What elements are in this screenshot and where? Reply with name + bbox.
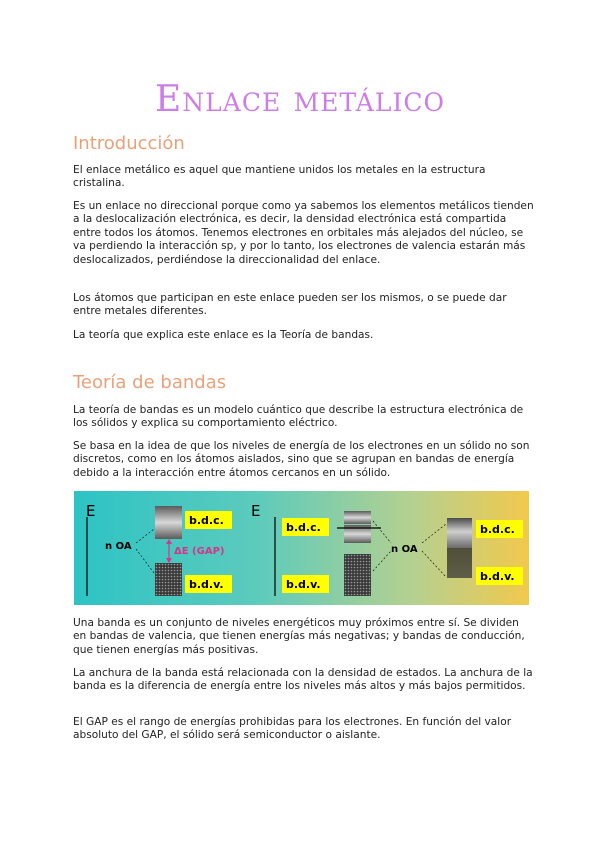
page-title: Enlace metálico — [155, 79, 445, 120]
conduction-band — [344, 511, 371, 524]
conduction-band — [447, 518, 472, 548]
paragraph: El GAP es el rango de energías prohibidas para los electrones. En función del valor absoluto del GAP, el sólido será semiconductor o aislante. — [73, 716, 512, 742]
paragraph: El enlace metálico es aquel que mantiene unidos los metales en la estructura cristalina. — [73, 164, 486, 190]
noa-label: n OA — [391, 544, 418, 555]
bdc-label: b.d.c. — [286, 521, 321, 534]
band-diagram-figure — [74, 491, 529, 605]
paragraph: Los átomos que participan en este enlace pueden ser los mismos, o se puede dar entre metales diferentes. — [73, 292, 507, 318]
valence-band — [344, 554, 371, 596]
gap-arrow-head — [166, 539, 172, 544]
band-diagram-svg — [74, 491, 529, 605]
gap-label: ΔE (GAP) — [174, 546, 225, 557]
section-heading-introduccion: Introducción — [73, 133, 185, 154]
gap-arrow-head — [166, 558, 172, 563]
section-heading-teoria-de-bandas: Teoría de bandas — [73, 372, 227, 393]
paragraph: La teoría de bandas es un modelo cuántico que describe la estructura electrónica de los sólidos y explica su comportamiento eléctrico. — [73, 404, 524, 430]
dash-line — [136, 549, 154, 573]
filled-band-tint — [447, 548, 472, 578]
paragraph: La teoría que explica este enlace es la Teoría de bandas. — [73, 329, 374, 341]
valence-band — [155, 563, 182, 596]
diagram-insulator — [86, 502, 232, 596]
paragraph: Se basa en la idea de que los niveles de energía de los electrones en un sólido no son discretos, como en los átomos aislados, sino que se agrupan en bandas de energía debido a la interacción entre átomos cercanos en un sólido. — [73, 440, 530, 479]
noa-label: n OA — [105, 541, 132, 552]
energy-axis-label: E — [86, 502, 96, 520]
paragraph: Una banda es un conjunto de niveles energéticos muy próximos entre sí. Se dividen en bandas de valencia, que tienen energías más negativas; y bandas de conducción, que tienen energías más positivas. — [73, 617, 525, 656]
bdv-label: b.d.v. — [286, 578, 321, 591]
dash-line — [373, 551, 391, 571]
dash-line — [373, 521, 391, 543]
paragraph: La anchura de la banda está relacionada con la densidad de estados. La anchura de la banda es la diferencia de energía entre los niveles más altos y más bajos permitidos. — [73, 667, 533, 693]
bdc-label: b.d.c. — [480, 523, 515, 536]
paragraph: Es un enlace no direccional porque como ya sabemos los elementos metálicos tienden a la deslocalización electrónica, es decir, la densidad electrónica está compartida entre todos los átomos. Tenemos electrones en orbitales más alejados del núcleo, se va perdiendo la interacción sp, y por lo tanto, los electrones de valencia estarán más deslocalizados, perdiéndose la direccionalidad del enlace. — [73, 200, 534, 266]
diagram-metal — [251, 502, 523, 596]
bdv-label: b.d.v. — [189, 578, 224, 591]
dash-line — [422, 524, 446, 543]
energy-axis-label: E — [251, 502, 261, 520]
bdv-label: b.d.v. — [480, 570, 515, 583]
bdc-label: b.d.c. — [189, 514, 224, 527]
conduction-band — [155, 506, 182, 539]
dash-line — [422, 551, 446, 577]
dash-line — [136, 529, 154, 543]
